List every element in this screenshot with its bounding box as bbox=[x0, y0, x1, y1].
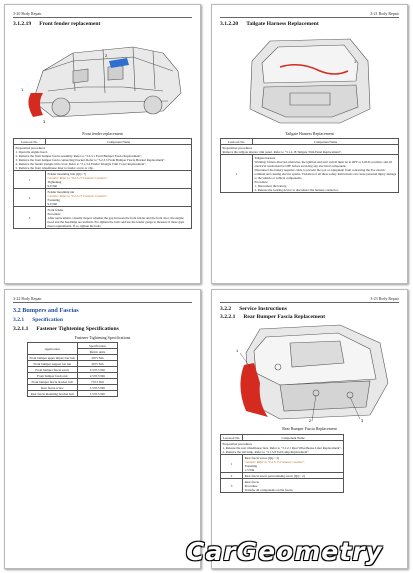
figure-caption: Rear Bumper Fascia Replacement bbox=[282, 426, 337, 431]
spec-heading bbox=[13, 326, 119, 332]
application-cell: Rear fascia mounting bracket bolt bbox=[28, 391, 78, 397]
leadout-number: 2 bbox=[14, 189, 46, 207]
spec-cell: 2.5±0.5 Nm bbox=[77, 373, 118, 379]
torque-value: 9.0 Nm bbox=[47, 201, 58, 206]
prep-title: Preparation procedures bbox=[15, 145, 45, 150]
procedure-step: 1. Disconnect the battery. bbox=[254, 183, 287, 188]
component-line: Rear fascia lower part retaining screw (Qty : 2) bbox=[244, 473, 305, 478]
warning-line: Warning: Unless directed otherwise, the ignition and start switch must be in OFF or LOCK position, and all electrical loads must be OFF before servicing any electrical component. bbox=[254, 159, 392, 168]
spec-title: Fastener Tightening Specifications bbox=[36, 326, 119, 332]
col-component: Component Name bbox=[243, 435, 344, 441]
torque-value: 1.5 Nm bbox=[244, 467, 255, 472]
spec-cell: 20±5 Nm bbox=[77, 361, 118, 367]
table-title: Fastener Tightening Specifications bbox=[74, 335, 131, 340]
subsection-number: 3.2.2 bbox=[220, 306, 232, 312]
table-row bbox=[28, 391, 118, 397]
col-units: Metric units bbox=[77, 349, 118, 355]
component-line: Fender mounting bolt (Qty: 7) bbox=[47, 171, 87, 176]
spec-cell: 7±0.5 Nm bbox=[77, 379, 118, 385]
header-rule bbox=[220, 302, 399, 303]
section-number: 3.1.2.20 bbox=[220, 21, 239, 27]
col-leadout: Lead-out No. bbox=[221, 435, 243, 441]
subsection-heading bbox=[13, 317, 63, 323]
component-line: Tightening bbox=[47, 179, 62, 184]
component-line: Fender mounting nut bbox=[47, 189, 75, 194]
subsection-title: Specification bbox=[32, 317, 63, 323]
leadout-number: 1 bbox=[14, 171, 46, 189]
application-cell: Front bumper fascia nut bbox=[28, 373, 78, 379]
leadout-number: 2 bbox=[221, 473, 243, 479]
page-header: 3-22 Body Repair bbox=[13, 296, 42, 301]
caution-line: Caution: Refer to "0.2.5.15 Fastener Caution". bbox=[47, 175, 108, 180]
application-cell: Rear fascia screw bbox=[28, 385, 78, 391]
header-rule bbox=[13, 302, 192, 303]
page-header: 3-20 Body Repair bbox=[13, 11, 42, 16]
component-line: Procedure bbox=[244, 483, 258, 488]
section-title-text: Front fender replacement bbox=[39, 21, 101, 27]
warning-line: Disconnect the battery negative cable to prevent the tool or equipment from contacting the live electric terminal and causing electric sparks. Violation of all these safety instructions can cause personal injury damage to the vehicle or vehicle components. bbox=[254, 167, 397, 180]
procedure-table bbox=[220, 434, 344, 493]
prep-title: Preparation procedures bbox=[222, 441, 252, 446]
component-line: After replacement, visually inspect whether the gap between the front fender and the front door, the engine hood and the headlamp are uniform. Pre-tighten the bolts and use the fender gauge to measure if these gaps meet requirements. If so, tighten the bolts. bbox=[47, 215, 185, 228]
chapter-heading: 3.2 Bumpers and Fascias bbox=[13, 307, 79, 314]
component-line: Fastening bbox=[244, 463, 258, 468]
col-leadout: Lead-out No. bbox=[221, 139, 253, 145]
spec-cell: 20±5 Nm bbox=[77, 355, 118, 361]
caution-line: Caution: Refer to "0.2.5.15 Fastener Caution". bbox=[47, 193, 108, 198]
svg-text:3: 3 bbox=[43, 119, 46, 124]
page-tailgate-harness bbox=[211, 4, 408, 284]
component-line: Transfer all components on the fascia. bbox=[244, 487, 294, 492]
subsection-title: Service Instructions bbox=[239, 306, 287, 312]
component-line: Fastening bbox=[47, 197, 60, 202]
svg-text:3: 3 bbox=[361, 418, 364, 423]
component-cell bbox=[243, 479, 344, 493]
prep-step: 2. Remove the tail lamp. Refer to "3.1.5.8 Tail Lamp Replacement". bbox=[222, 449, 310, 454]
front-fender-illustration bbox=[13, 31, 192, 129]
prep-cell bbox=[14, 145, 192, 171]
section-number: 3.2.2.1 bbox=[220, 314, 236, 320]
section-title bbox=[13, 21, 100, 27]
prep-step: Remove the tailgate interior trim panel. Refer to "3.1.2.18 Tailgate Trim Panel Replacement". bbox=[222, 149, 342, 154]
component-line: Rear fascia screw (Qty : 3) bbox=[244, 455, 279, 460]
col-leadout: Lead-out No. bbox=[14, 139, 46, 145]
page-rear-bumper-fascia bbox=[211, 289, 408, 569]
section-title-text: Rear Bumper Fascia Replacement bbox=[243, 314, 326, 320]
component-cell bbox=[46, 207, 192, 229]
page-bumpers-fascias bbox=[4, 289, 201, 569]
col-specification: Specification bbox=[77, 343, 118, 349]
svg-text:1: 1 bbox=[236, 348, 239, 353]
prep-title: Preparation procedures bbox=[222, 145, 252, 150]
component-line: Procedure bbox=[254, 179, 268, 184]
component-line: Front fender bbox=[47, 207, 64, 212]
prep-cell bbox=[221, 441, 344, 455]
component-cell bbox=[243, 455, 344, 473]
spec-cell: 2.5±0.5 Nm bbox=[77, 367, 118, 373]
component-cell bbox=[253, 155, 399, 193]
figure-caption: Tailgate Harness Replacement bbox=[285, 131, 334, 136]
figure-caption: Front fender replacement bbox=[82, 131, 123, 136]
col-application: Application bbox=[28, 343, 78, 355]
leadout-number: 1 bbox=[221, 155, 253, 193]
header-rule bbox=[220, 17, 399, 18]
rear-bumper-illustration bbox=[220, 323, 399, 423]
leadout-number: 1 bbox=[221, 455, 243, 473]
svg-text:2: 2 bbox=[309, 418, 312, 423]
procedure-table bbox=[220, 138, 399, 193]
section-title bbox=[220, 314, 325, 320]
component-cell bbox=[46, 189, 192, 207]
application-cell: Front bumper fascia screw bbox=[28, 367, 78, 373]
col-component: Component Name bbox=[46, 139, 192, 145]
watermark-logo: CarGeometry bbox=[186, 537, 383, 566]
component-line: Tailgate harness bbox=[254, 155, 276, 160]
prep-step: 2. Remove the front bumper fascia assembly. Refer to "3.2.3.1 Front Bumper Fascia Replacement". bbox=[15, 153, 143, 158]
leadout-number: 3 bbox=[14, 207, 46, 229]
svg-text:1: 1 bbox=[354, 59, 357, 64]
page-header: 3-21 Body Repair bbox=[370, 11, 399, 16]
page-header: 3-23 Body Repair bbox=[370, 296, 399, 301]
procedure-step: 2. Release the locking device to disconnect the harness connector. bbox=[254, 187, 339, 192]
page-front-fender bbox=[4, 4, 201, 284]
leadout-number: 3 bbox=[221, 479, 243, 493]
spec-cell: 1.5±0.3 Nm bbox=[77, 391, 118, 397]
procedure-table bbox=[13, 138, 192, 229]
application-cell: Front bumper fascia bracket bolt bbox=[28, 379, 78, 385]
component-cell bbox=[46, 171, 192, 189]
application-cell: Front bumper upper impact bar bolt bbox=[29, 355, 76, 360]
section-title-text: Tailgate Harness Replacement bbox=[246, 21, 319, 27]
fastener-spec-table bbox=[27, 342, 118, 397]
prep-step: 1. Release the rear wheelhouse liers. Refer to "3.1.2.1 Rear Wheelhouse Liner Replacement". bbox=[222, 445, 342, 450]
spec-number: 3.2.1.1 bbox=[13, 326, 29, 332]
component-line: Procedure bbox=[47, 211, 61, 216]
application-cell: Front bumper support bar nut bbox=[28, 361, 78, 367]
prep-step: 5. Remove the front wheelhouse liner to fender screw or clip. bbox=[15, 165, 94, 170]
tailgate-illustration bbox=[220, 31, 399, 129]
prep-step: 1. Open the engine hood. bbox=[15, 149, 48, 154]
col-component: Component Name bbox=[253, 139, 399, 145]
section-number: 3.1.2.19 bbox=[13, 21, 32, 27]
component-line: Rear fascia bbox=[244, 479, 259, 484]
caution-line: Caution: Refer to "0.2.5.15 Fastener Caution". bbox=[244, 459, 305, 464]
prep-step: 3. Remove the front bumper fascia connecting bracket. Refer to "3.2.3.3 Front Bumper Fascia Bracket Replacement". bbox=[15, 157, 166, 162]
subsection-number: 3.2.1 bbox=[13, 317, 25, 323]
header-rule bbox=[13, 17, 192, 18]
prep-cell bbox=[221, 145, 399, 155]
spec-cell: 1.5±0.3 Nm bbox=[77, 385, 118, 391]
svg-text:2: 2 bbox=[105, 53, 108, 58]
section-title bbox=[220, 21, 319, 27]
subsection-heading bbox=[220, 306, 287, 312]
svg-text:1: 1 bbox=[21, 87, 24, 92]
torque-value: 9.0 Nm bbox=[47, 183, 58, 188]
prep-step: 4. Remove the fender triangle trim cover. Refer to "3.1.3.4 Fender Triangle Trim Cover Replacement". bbox=[15, 161, 147, 166]
